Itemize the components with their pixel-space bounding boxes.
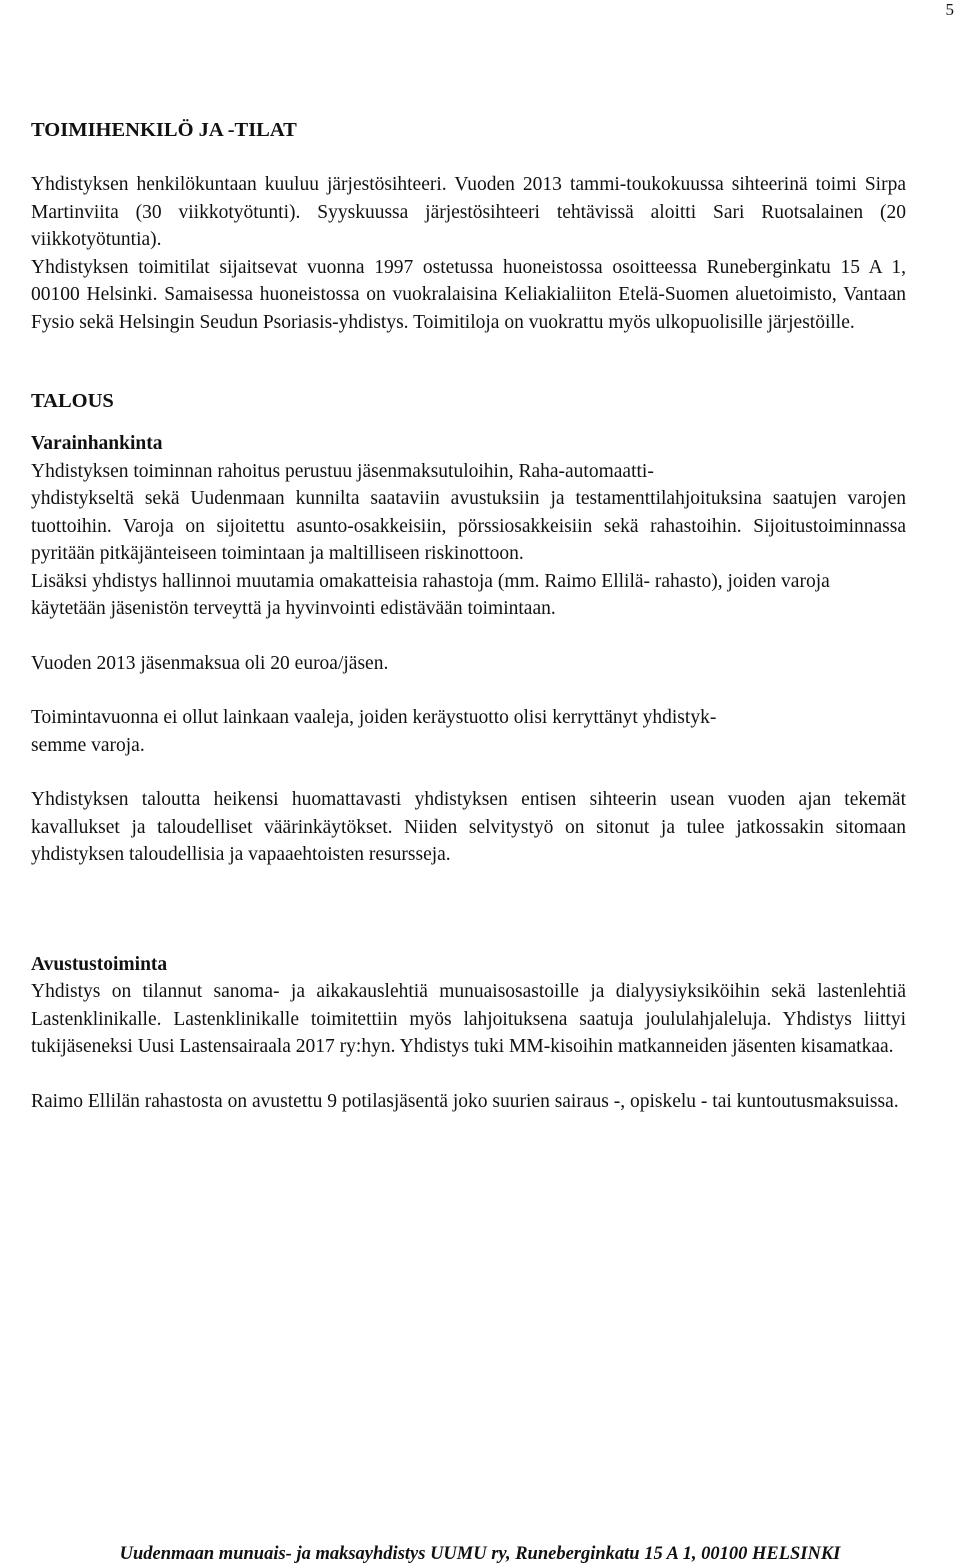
paragraph-fund-grants: Raimo Ellilän rahastosta on avustettu 9 potilasjäsentä joko suurien sairaus -, opiskelu - tai kuntoutusmaksuissa. bbox=[31, 1090, 899, 1112]
subheading-fundraising: Varainhankinta bbox=[31, 433, 163, 454]
premises-tenants-text: Samaisessa huoneistossa on vuokralaisina Keliakialiiton Etelä-Suomen aluetoimisto, Vantaan Fysio sekä Helsingin Seudun Psoriasis-yhdistys. Toimitiloja on vuokrattu myös ulkopuolisille järjestöille. bbox=[31, 284, 906, 333]
page-footer: Uudenmaan munuais- ja maksayhdistys UUMU ry, Runeberginkatu 15 A 1, 00100 HELSINKI bbox=[119, 1544, 841, 1564]
paragraph-support: Yhdistys on tilannut sanoma- ja aikakauslehtiä munuaisosastoille ja dialyysiyksiköihin sekä lastenlehtiä Lastenklinikalle. Lastenklinikalle toimitettiin myös lahjoituksena saatuja joululahjaleluja. Yhdistys liittyi tukijäseneksi Uusi Lastensairaala 2017 ry:hyn. Yhdistys tuki MM-kisoihin matkanneiden jäsenten kisamatkaa. bbox=[31, 981, 906, 1057]
subheading-support: Avustustoiminta bbox=[31, 953, 168, 975]
paragraph-membership-fee: Vuoden 2013 jäsenmaksua oli 20 euroa/jäsen. bbox=[31, 652, 389, 674]
paragraph-funds: Lisäksi yhdistys hallinnoi muutamia omakatteisia rahastoja (mm. Raimo Ellilä- rahasto), joiden varoja käytetään jäsenistön terveyttä ja hyvinvointi edistävään toimintaan. bbox=[31, 570, 830, 619]
document-body bbox=[31, 116, 906, 1115]
heading-staff-premises: TOIMIHENKILÖ JA -TILAT bbox=[31, 119, 297, 141]
paragraph-staff: Yhdistyksen henkilökuntaan kuuluu järjestösihteeri. Vuoden 2013 tammi-toukokuussa sihteerinä toimi Sirpa Martinviita (30 viikkotyötunti). Syyskuussa järjestösihteeri tehtävissä aloitti Sari Ruotsalainen (20 viikkotyötuntia). bbox=[31, 174, 906, 250]
paragraph-premises-1 bbox=[31, 254, 906, 337]
heading-finance: TALOUS bbox=[31, 390, 114, 412]
paragraph-funding-rest: yhdistykseltä sekä Uudenmaan kunnilta saataviin avustuksiin ja testamenttilahjoituksina saatujen varojen tuottoihin. Varoja on sijoitettu asunto-osakkeisiin, pörssiosakkeisiin sekä rahastoihin. Sijoitustoiminnassa pyritään pitkäjänteiseen toimintaan ja maltilliseen riskinottoon. bbox=[31, 488, 906, 564]
paragraph-collections-line1: Toimintavuonna ei ollut lainkaan vaaleja, joiden keräystuotto olisi kerryttänyt yhdistyk- bbox=[31, 707, 717, 728]
premises-address-text: Yhdistyksen toimitilat sijaitsevat vuonna 1997 ostetussa huoneistossa osoitteessa Runeberginkatu 15 A 1, 00100 Helsinki. bbox=[31, 256, 906, 305]
paragraph-collections-line2: semme varoja. bbox=[31, 734, 145, 756]
paragraph-funding-line1: Yhdistyksen toiminnan rahoitus perustuu jäsenmaksutuloihin, Raha-automaatti- bbox=[31, 460, 654, 482]
paragraph-embezzlement: Yhdistyksen taloutta heikensi huomattavasti yhdistyksen entisen sihteerin usean vuoden ajan tekemät kavallukset ja taloudelliset väärinkäytökset. Niiden selvitystyö on sitonut ja tulee jatkossakin sitomaan yhdistyksen taloudellisia ja vapaaehtoisten resursseja. bbox=[31, 789, 906, 865]
page-number: 5 bbox=[945, 0, 954, 19]
